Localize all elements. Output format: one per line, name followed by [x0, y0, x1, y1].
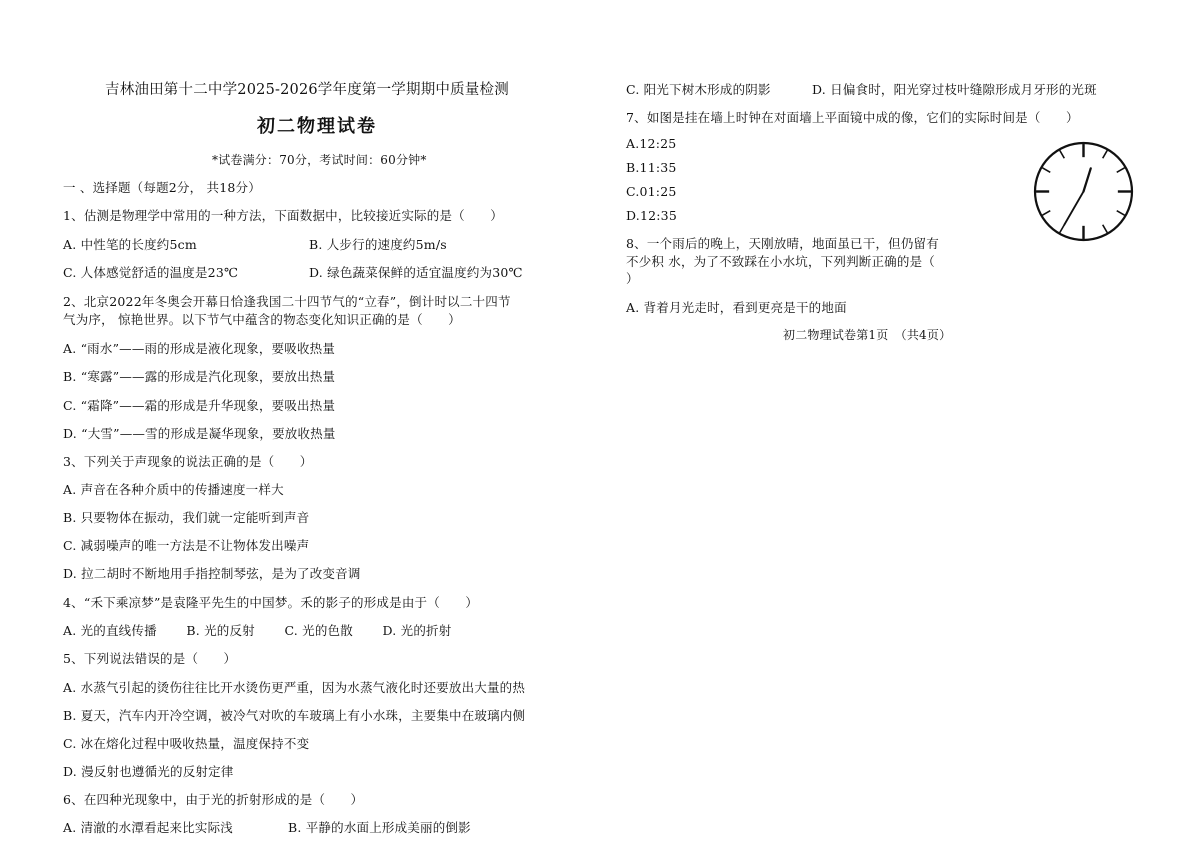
q7-option-d: D.12:35 — [626, 208, 677, 223]
q5-option-c: C. 冰在熔化过程中吸收热量，温度保持不变 — [63, 736, 310, 751]
q2-option-d: D. “大雪”——雪的形成是凝华现象，要放收热量 — [63, 426, 336, 441]
q2-option-c: C. “霜降”——霜的形成是升华现象，要吸出热量 — [63, 398, 336, 413]
q7-option-c: C.01:25 — [626, 184, 677, 199]
q1-option-c: C. 人体感觉舒适的温度是23℃ — [63, 265, 239, 280]
section-heading: 一 、选择题（每题2分， 共18分） — [63, 180, 261, 195]
q2-stem-line2: 气为序， 惊艳世界。以下节气中蕴含的物态变化知识正确的是（ ） — [63, 312, 461, 327]
q5-option-a: A. 水蒸气引起的烫伤往往比开水烫伤更严重，因为水蒸气液化时还要放出大量的热 — [63, 680, 526, 695]
q7-option-a: A.12:25 — [626, 136, 677, 151]
q6-option-a: A. 清澈的水潭看起来比实际浅 — [63, 820, 233, 835]
q2-option-a: A. “雨水”——雨的形成是液化现象，要吸收热量 — [63, 341, 336, 356]
q6-option-b: B. 平静的水面上形成美丽的倒影 — [288, 820, 471, 835]
q6-option-c: C. 阳光下树木形成的阴影 — [626, 82, 771, 97]
q7-option-b: B.11:35 — [626, 160, 677, 175]
q8-option-a: A. 背着月光走时，看到更亮是干的地面 — [626, 300, 847, 315]
q2-stem-line1: 2、北京2022年冬奥会开幕日恰逢我国二十四节气的“立春”，倒计时以二十四节 — [63, 294, 511, 309]
mirror-clock-figure — [1033, 141, 1134, 242]
q3-option-c: C. 减弱噪声的唯一方法是不让物体发出噪声 — [63, 538, 310, 553]
q1-option-d: D. 绿色蔬菜保鲜的适宜温度约为30℃ — [309, 265, 523, 280]
exam-title: 初二物理试卷 — [257, 116, 377, 137]
q3-option-b: B. 只要物体在振动，我们就一定能听到声音 — [63, 510, 310, 525]
q2-option-b: B. “寒露”——露的形成是汽化现象，要放出热量 — [63, 369, 336, 384]
q4-stem: 4、“禾下乘凉梦”是袁隆平先生的中国梦。禾的影子的形成是由于（ ） — [63, 595, 479, 610]
q3-option-a: A. 声音在各种介质中的传播速度一样大 — [63, 482, 284, 497]
q8-stem-line3: ） — [626, 271, 639, 286]
q6-stem: 6、在四种光现象中，由于光的折射形成的是（ ） — [63, 792, 364, 807]
q5-option-b: B. 夏天，汽车内开冷空调，被冷气对吹的车玻璃上有小水珠，主要集中在玻璃内侧 — [63, 708, 526, 723]
q1-option-b: B. 人步行的速度约5m/s — [309, 237, 447, 252]
q4-options: A. 光的直线传播 B. 光的反射 C. 光的色散 D. 光的折射 — [63, 623, 452, 638]
q8-stem-line2: 不少积 水，为了不致踩在小水坑，下列判断正确的是（ — [626, 254, 935, 269]
q1-stem: 1、估测是物理学中常用的一种方法，下面数据中，比较接近实际的是（ ） — [63, 208, 503, 223]
q5-stem: 5、下列说法错误的是（ ） — [63, 651, 237, 666]
q3-option-d: D. 拉二胡时不断地用手指控制琴弦，是为了改变音调 — [63, 566, 361, 581]
exam-note: *试卷满分：70分，考试时间：60分钟* — [212, 153, 427, 167]
q6-option-d: D. 日偏食时，阳光穿过枝叶缝隙形成月牙形的光斑 — [812, 82, 1097, 97]
page-footer: 初二物理试卷第1页 （共4页） — [783, 328, 952, 342]
q7-stem: 7、如图是挂在墙上时钟在对面墙上平面镜中成的像，它们的实际时间是（ ） — [626, 110, 1079, 125]
q8-stem-line1: 8、一个雨后的晚上，天刚放晴，地面虽已干，但仍留有 — [626, 236, 939, 251]
q1-option-a: A. 中性笔的长度约5cm — [63, 237, 197, 252]
school-title: 吉林油田第十二中学2025-2026学年度第一学期期中质量检测 — [105, 82, 509, 98]
q3-stem: 3、下列关于声现象的说法正确的是（ ） — [63, 454, 313, 469]
q5-option-d: D. 漫反射也遵循光的反射定律 — [63, 764, 234, 779]
